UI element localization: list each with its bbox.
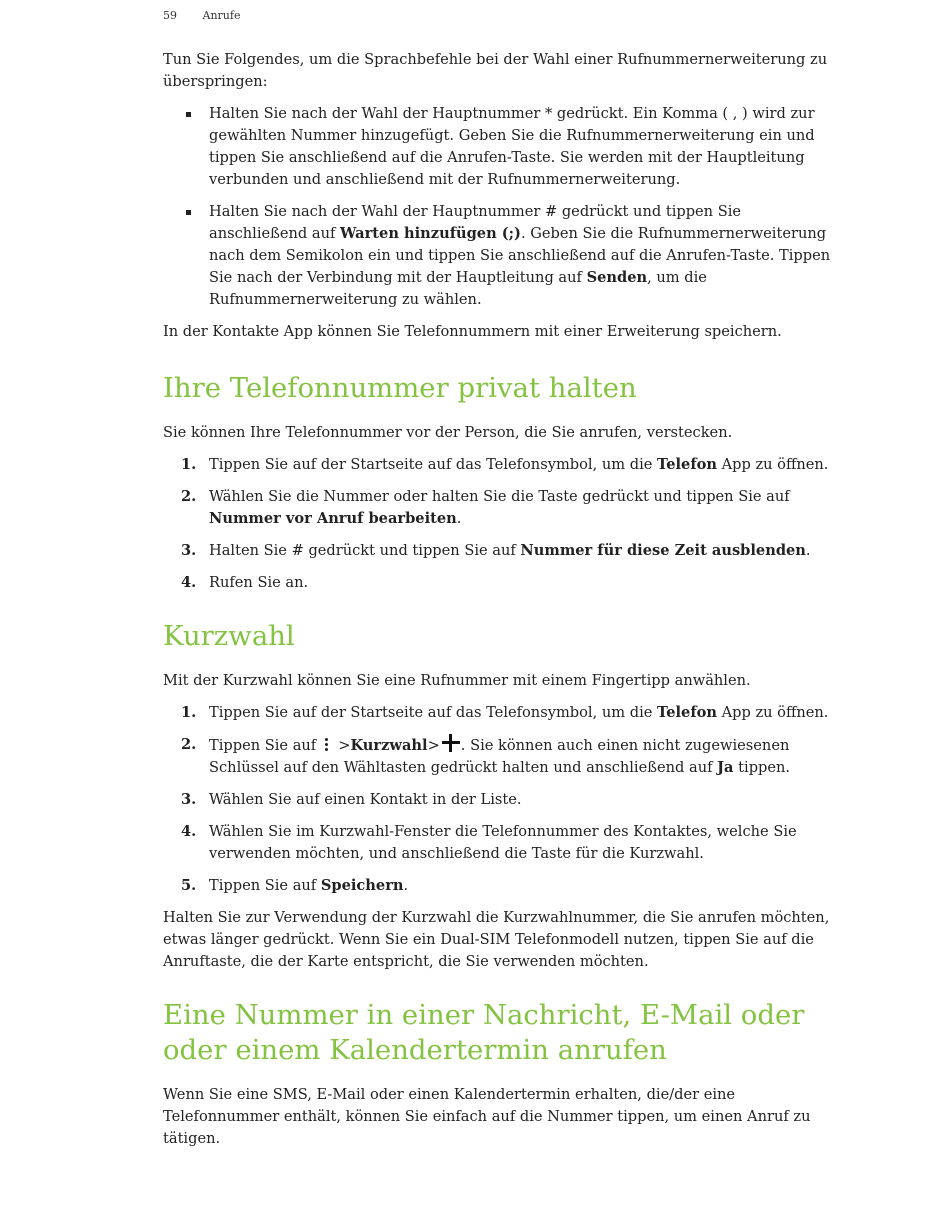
step-number: 1. <box>181 704 197 721</box>
step-text: tippen. <box>733 759 791 776</box>
step-item <box>163 734 835 779</box>
step-text: . <box>456 510 462 527</box>
section-heading-speed-dial: Kurzwahl <box>163 620 295 652</box>
step-number: 3. <box>181 791 197 808</box>
extension-intro: Tun Sie Folgendes, um die Sprachbefehle bei der Wahl einer Rufnummernerweiterung zu überspringen: <box>163 51 828 90</box>
step-item <box>163 789 835 811</box>
step-number: 5. <box>181 877 197 894</box>
step-bold: Nummer vor Anruf bearbeiten <box>209 510 457 527</box>
bullet-icon <box>186 112 191 117</box>
step-text: Wählen Sie auf einen Kontakt in der Liste. <box>209 791 522 808</box>
bullet-text: . Geben Sie die Rufnummernerweiterung nach dem Semikolon ein und tippen Sie anschließend auf die Anrufen-Taste. Tippen Sie nach der Verbindung mit der Hauptleitung auf <box>209 225 831 286</box>
more-options-icon <box>320 737 332 751</box>
step-bold: Telefon <box>657 456 717 473</box>
step-number: 4. <box>181 823 197 840</box>
section-heading-call-from: Eine Nummer in einer Nachricht, E-Mail oder oder einem Kalendertermin anrufen <box>163 999 805 1066</box>
bullet-text: Halten Sie nach der Wahl der Hauptnummer * gedrückt. Ein Komma ( , ) wird zur gewählten Nummer hinzugefügt. Geben Sie die Rufnummernerweiterung ein und tippen Sie anschließend auf die Anrufen-Taste. Sie werden mit der Hauptleitung verbunden und anschließend mit der Rufnummernerweiterung. <box>209 105 815 188</box>
bullet-bold: Warten hinzufügen (;) <box>340 225 521 242</box>
extension-bullet-list <box>163 103 835 311</box>
step-text: . <box>403 877 409 894</box>
step-bold: Speichern <box>320 877 404 894</box>
step-item <box>163 540 835 562</box>
section-heading-private: Ihre Telefonnummer privat halten <box>163 372 637 404</box>
step-text: App zu öffnen. <box>716 456 829 473</box>
step-item <box>163 821 835 865</box>
step-bold: Ja <box>717 759 734 776</box>
bullet-text: , um die Rufnummernerweiterung zu wählen. <box>209 269 707 308</box>
step-item <box>163 486 835 530</box>
step-number: 4. <box>181 574 197 591</box>
step-text: Tippen Sie auf der Startseite auf das Telefonsymbol, um die <box>209 456 658 473</box>
extension-outro: In der Kontakte App können Sie Telefonnummern mit einer Erweiterung speichern. <box>163 323 782 340</box>
step-number: 3. <box>181 542 197 559</box>
step-text: Wählen Sie im Kurzwahl-Fenster die Telefonnummer des Kontaktes, welche Sie verwenden möchten, und anschließend die Taste für die Kurzwahl. <box>209 823 797 862</box>
step-text: Tippen Sie auf der Startseite auf das Telefonsymbol, um die <box>209 704 658 721</box>
step-item <box>163 875 835 897</box>
step-text: Tippen Sie auf <box>209 877 321 894</box>
step-text: Wählen Sie die Nummer oder halten Sie die Taste gedrückt und tippen Sie auf <box>209 488 790 505</box>
step-number: 2. <box>181 488 197 505</box>
step-text: Rufen Sie an. <box>209 574 309 591</box>
page-number: 59 <box>163 9 177 22</box>
step-number: 2. <box>181 736 197 753</box>
speed-dial-intro: Mit der Kurzwahl können Sie eine Rufnummer mit einem Fingertipp anwählen. <box>163 672 751 689</box>
step-bold: Kurzwahl <box>350 737 428 754</box>
step-text: App zu öffnen. <box>716 704 829 721</box>
step-number: 1. <box>181 456 197 473</box>
step-item <box>163 454 835 476</box>
step-separator: > <box>427 737 440 754</box>
step-bold: Nummer für diese Zeit ausblenden <box>520 542 806 559</box>
bullet-text: Halten Sie nach der Wahl der Hauptnummer # gedrückt und tippen Sie anschließend auf <box>209 203 742 242</box>
private-intro: Sie können Ihre Telefonnummer vor der Person, die Sie anrufen, verstecken. <box>163 424 733 441</box>
private-steps <box>163 454 835 594</box>
speed-dial-outro: Halten Sie zur Verwendung der Kurzwahl die Kurzwahlnummer, die Sie anrufen möchten, etwas länger gedrückt. Wenn Sie ein Dual-SIM Telefonmodell nutzen, tippen Sie auf die Anruftaste, die der Karte entspricht, die Sie verwenden möchten. <box>163 909 830 970</box>
step-text: Tippen Sie auf <box>209 737 317 754</box>
step-text: . Sie können auch einen nicht zugewiesenen Schlüssel auf den Wähltasten gedrückt halten und anschließend auf <box>209 737 790 776</box>
step-separator: > <box>338 737 351 754</box>
bullet-icon <box>186 210 191 215</box>
speed-dial-steps <box>163 702 835 897</box>
list-item <box>163 201 835 311</box>
list-item <box>163 103 835 191</box>
step-item <box>163 572 835 594</box>
step-item <box>163 702 835 724</box>
step-text: . <box>805 542 811 559</box>
step-text: Halten Sie # gedrückt und tippen Sie auf <box>209 542 521 559</box>
plus-icon <box>442 734 460 752</box>
step-bold: Telefon <box>657 704 717 721</box>
call-from-body: Wenn Sie eine SMS, E-Mail oder einen Kalendertermin erhalten, die/der eine Telefonnummer enthält, können Sie einfach auf die Nummer tippen, um einen Anruf zu tätigen. <box>163 1086 811 1147</box>
bullet-bold: Senden <box>586 269 648 286</box>
page-content <box>163 49 835 1160</box>
page-header <box>163 9 240 22</box>
section-title: Anrufe <box>202 9 241 22</box>
